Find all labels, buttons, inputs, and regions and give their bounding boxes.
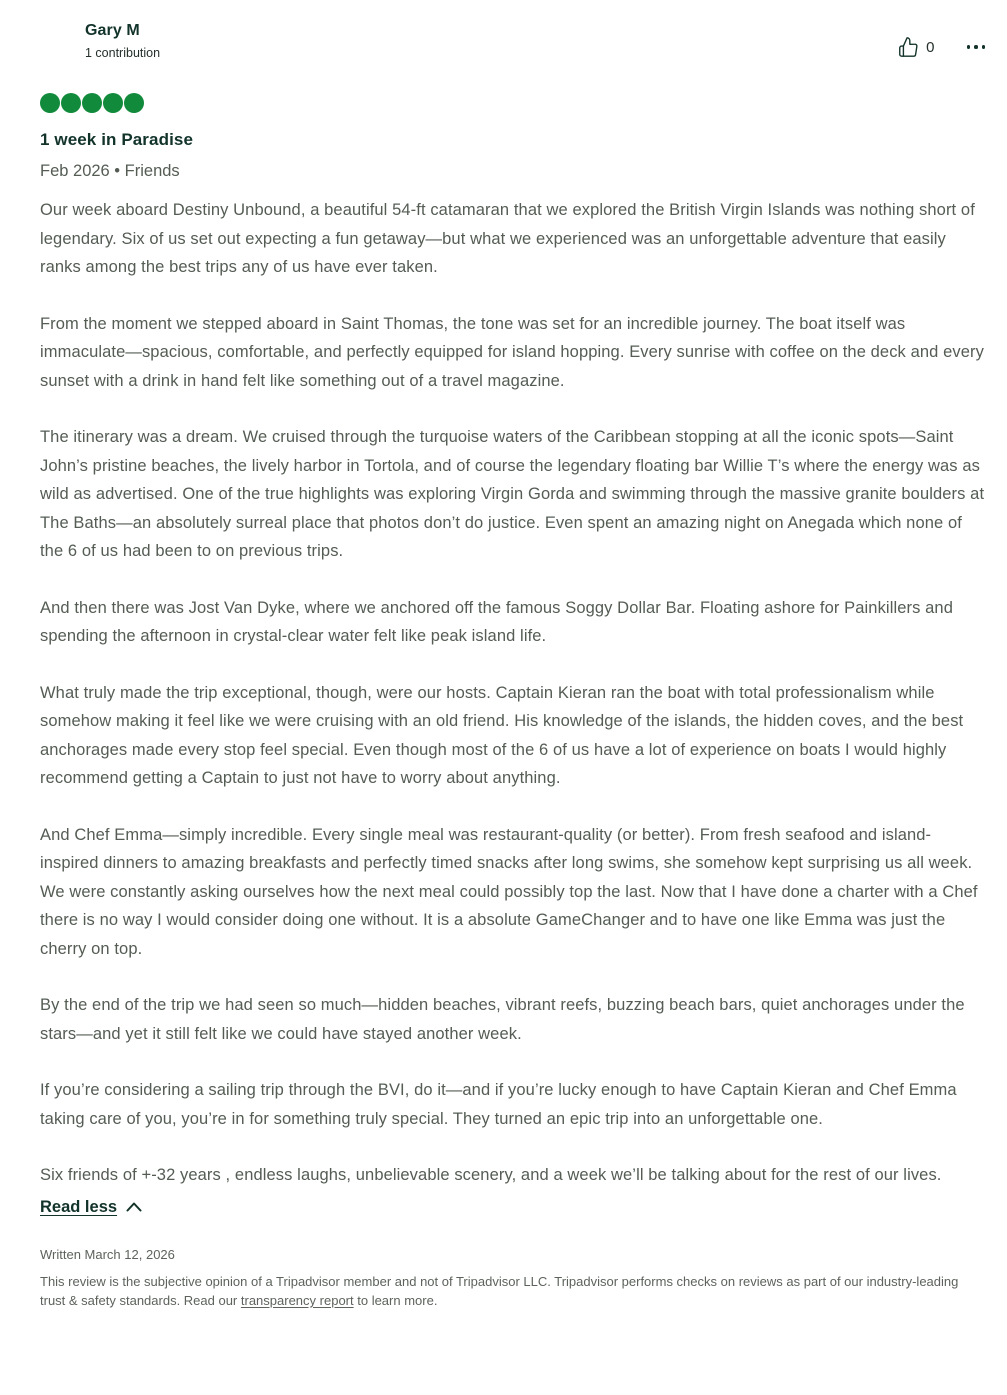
review-paragraph: And Chef Emma—simply incredible. Every single meal was restaurant-quality (or better). From fresh seafood and island-inspired dinners to amazing breakfasts and perfectly timed snacks after long swims, she somehow kept surprising us all week. We were constantly asking ourselves how the next meal could possibly top the last. Now that I have done a charter with a Chef there is no way I would consider doing one without. It is a absolute GameChanger and to have one like Emma was just the cherry on top. bbox=[40, 825, 978, 958]
written-date: Written March 12, 2026 bbox=[40, 1246, 175, 1262]
review-body bbox=[40, 196, 987, 1217]
read-less-label: Read less bbox=[40, 1197, 118, 1216]
ellipsis-icon bbox=[967, 45, 971, 49]
author-contributions: 1 contribution bbox=[85, 46, 161, 60]
review-paragraph: What truly made the trip exceptional, though, were our hosts. Captain Kieran ran the boat with total professionalism while somehow making it feel like we were cruising with an old friend. His knowledge of the islands, the hidden coves, and the best anchorages made every stop feel special. Even though most of the 6 of us have a lot of experience on boats I would highly recommend getting a Captain to just not have to worry about anything. bbox=[40, 683, 964, 787]
disclaimer-text: This review is the subjective opinion of a Tripadvisor member and not of Tripadvisor LLC. Tripadvisor performs checks on reviews as part of our industry-leading trust & safety standards. Read our bbox=[40, 1273, 959, 1308]
review-actions bbox=[897, 36, 987, 58]
review-paragraph: Our week aboard Destiny Unbound, a beautiful 54-ft catamaran that we explored the British Virgin Islands was nothing short of legendary. Six of us set out expecting a fun getaway—but what we experienced was an unforgettable adventure that easily ranks among the best trips any of us have ever taken. bbox=[40, 201, 975, 276]
helpful-button[interactable] bbox=[897, 36, 934, 58]
rating-bubble-filled bbox=[124, 93, 144, 113]
read-less-button[interactable] bbox=[40, 1198, 142, 1217]
review-paragraph: The itinerary was a dream. We cruised through the turquoise waters of the Caribbean stopping at all the iconic spots—Saint John’s pristine beaches, the lively harbor in Tortola, and of course the legendary floating bar Willie T’s where the energy was as wild as advertised. One of the true highlights was exploring Virgin Gorda and swimming through the massive granite boulders at The Baths—an absolutely surreal place that photos don’t do justice. Even spent an amazing night on Anegada which none of the 6 of us had been to on previous trips. bbox=[40, 428, 985, 560]
review-paragraph: If you’re considering a sailing trip through the BVI, do it—and if you’re lucky enough to have Captain Kieran and Chef Emma taking care of you, you’re in for something truly special. They turned an epic trip into an unforgettable one. bbox=[40, 1081, 957, 1128]
review-title: 1 week in Paradise bbox=[40, 130, 193, 149]
author-block[interactable] bbox=[85, 22, 160, 60]
disclaimer-text-after: to learn more. bbox=[353, 1293, 438, 1308]
more-options-button[interactable] bbox=[965, 41, 988, 53]
review-disclaimer bbox=[40, 1272, 980, 1311]
review-paragraph: And then there was Jost Van Dyke, where we anchored off the famous Soggy Dollar Bar. Floating ashore for Painkillers and spending the afternoon in crystal-clear water felt like peak island life. bbox=[40, 598, 953, 645]
helpful-count: 0 bbox=[926, 38, 935, 56]
transparency-report-link[interactable]: transparency report bbox=[240, 1293, 354, 1308]
rating-bubble-filled bbox=[82, 93, 102, 113]
rating-bubble-filled bbox=[40, 93, 60, 113]
author-name[interactable]: Gary M bbox=[85, 22, 140, 39]
review-paragraph: Six friends of +-32 years , endless laughs, unbelievable scenery, and a week we’ll be talking about for the rest of our lives. bbox=[40, 1166, 942, 1184]
rating-bubble-filled bbox=[103, 93, 123, 113]
rating-bubbles bbox=[40, 93, 987, 113]
thumbs-up-icon bbox=[897, 36, 919, 58]
review-paragraph: By the end of the trip we had seen so much—hidden beaches, vibrant reefs, buzzing beach bars, quiet anchorages under the stars—and yet it still felt like we could have stayed another week. bbox=[40, 996, 965, 1043]
chevron-up-icon bbox=[126, 1202, 142, 1212]
review-date-triptype: Feb 2026 • Friends bbox=[40, 162, 180, 180]
review-paragraph: From the moment we stepped aboard in Saint Thomas, the tone was set for an incredible journey. The boat itself was immaculate—spacious, comfortable, and perfectly equipped for island hopping. Every sunrise with coffee on the deck and every sunset with a drink in hand felt like something out of a travel magazine. bbox=[40, 314, 984, 390]
rating-bubble-filled bbox=[61, 93, 81, 113]
review-header bbox=[40, 22, 987, 60]
